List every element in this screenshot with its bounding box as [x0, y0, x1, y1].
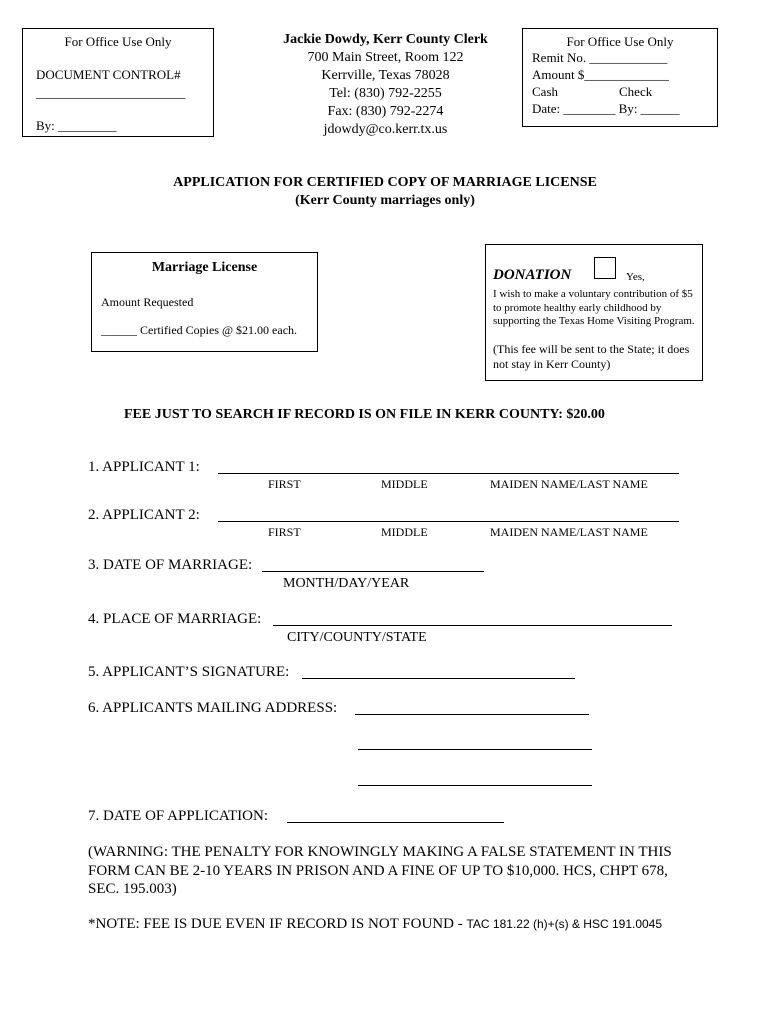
donation-box: [485, 244, 703, 381]
applicant-2-name-line[interactable]: [218, 521, 679, 522]
fee-note-citation: TAC 181.22 (h)+(s) & HSC 191.0045: [466, 917, 663, 931]
office-use-left-box: [22, 28, 214, 137]
donation-checkbox[interactable]: [594, 257, 616, 279]
clerk-email: jdowdy@co.kerr.tx.us: [323, 122, 448, 137]
clerk-tel: Tel: (830) 792-2255: [329, 86, 442, 101]
office-use-right-box: [522, 28, 718, 127]
applicant-2-label: 2. APPLICANT 2:: [88, 507, 200, 523]
mailing-address-line-3[interactable]: [358, 785, 592, 786]
donation-text: I wish to make a voluntary contribution of $5 to promote healthy early childhood by supporting the Texas Home Visiting Program.: [493, 288, 695, 327]
clerk-name: Jackie Dowdy, Kerr County Clerk: [283, 32, 488, 47]
applicant-1-middle-hint: MIDDLE: [381, 477, 428, 491]
document-control-label: DOCUMENT CONTROL#: [36, 67, 181, 82]
date-of-marriage-line[interactable]: [262, 571, 484, 572]
place-of-marriage-label: 4. PLACE OF MARRIAGE:: [88, 611, 262, 627]
clerk-address: 700 Main Street, Room 122: [307, 50, 464, 65]
donation-title: DONATION: [493, 267, 572, 283]
clerk-fax: Fax: (830) 792-2274: [327, 104, 444, 119]
applicant-signature-label: 5. APPLICANT’S SIGNATURE:: [88, 664, 290, 680]
date-by-field[interactable]: Date: ________ By: ______: [532, 101, 680, 116]
mailing-address-line-1[interactable]: [355, 714, 589, 715]
document-control-field[interactable]: _______________________: [36, 85, 186, 100]
date-of-marriage-hint: MONTH/DAY/YEAR: [283, 576, 410, 591]
date-of-marriage-label: 3. DATE OF MARRIAGE:: [88, 557, 253, 573]
office-by-field[interactable]: By: _________: [36, 118, 117, 133]
place-of-marriage-line[interactable]: [273, 625, 672, 626]
office-use-right-title: For Office Use Only: [566, 34, 674, 49]
marriage-license-box: [91, 252, 318, 352]
mailing-address-label: 6. APPLICANTS MAILING ADDRESS:: [88, 700, 338, 716]
applicant-2-first-hint: FIRST: [268, 525, 301, 539]
donation-note: (This fee will be sent to the State; it does not stay in Kerr County): [493, 342, 690, 371]
applicant-1-first-hint: FIRST: [268, 477, 301, 491]
form-title: APPLICATION FOR CERTIFIED COPY OF MARRIAGE LICENSE: [173, 175, 597, 190]
applicant-1-label: 1. APPLICANT 1:: [88, 459, 200, 475]
applicant-signature-line[interactable]: [302, 678, 575, 679]
form-subtitle: (Kerr County marriages only): [295, 193, 475, 208]
cash-label: Cash: [532, 84, 558, 99]
amount-field[interactable]: Amount $_____________: [532, 67, 669, 82]
applicant-2-maiden-hint: MAIDEN NAME/LAST NAME: [490, 525, 648, 539]
applicant-1-name-line[interactable]: [218, 473, 679, 474]
certified-copies-field[interactable]: ______ Certified Copies @ $21.00 each.: [101, 323, 298, 337]
applicant-1-maiden-hint: MAIDEN NAME/LAST NAME: [490, 477, 648, 491]
amount-requested-label: Amount Requested: [101, 295, 194, 309]
fee-note-text: *NOTE: FEE IS DUE EVEN IF RECORD IS NOT FOUND -: [88, 916, 467, 932]
license-box-title: Marriage License: [151, 260, 258, 275]
date-of-application-line[interactable]: [287, 822, 504, 823]
warning-text: (WARNING: THE PENALTY FOR KNOWINGLY MAKING A FALSE STATEMENT IN THIS FORM CAN BE 2-10 YEARS IN PRISON AND A FINE OF UP TO $10,000. HCS, CHPT 678, SEC. 195.003): [88, 844, 672, 897]
clerk-city: Kerrville, Texas 78028: [321, 68, 450, 83]
clerk-header: [258, 31, 513, 139]
remit-number-field[interactable]: Remit No. ____________: [532, 50, 668, 65]
date-of-application-label: 7. DATE OF APPLICATION:: [88, 808, 269, 824]
office-use-title: For Office Use Only: [64, 34, 172, 49]
donation-yes-label: Yes,: [626, 271, 645, 283]
place-of-marriage-hint: CITY/COUNTY/STATE: [287, 630, 427, 645]
applicant-2-middle-hint: MIDDLE: [381, 525, 428, 539]
check-label: Check: [619, 84, 653, 99]
fee-note: [88, 915, 662, 933]
mailing-address-line-2[interactable]: [358, 749, 592, 750]
search-fee-text: FEE JUST TO SEARCH IF RECORD IS ON FILE IN KERR COUNTY: $20.00: [124, 407, 605, 422]
